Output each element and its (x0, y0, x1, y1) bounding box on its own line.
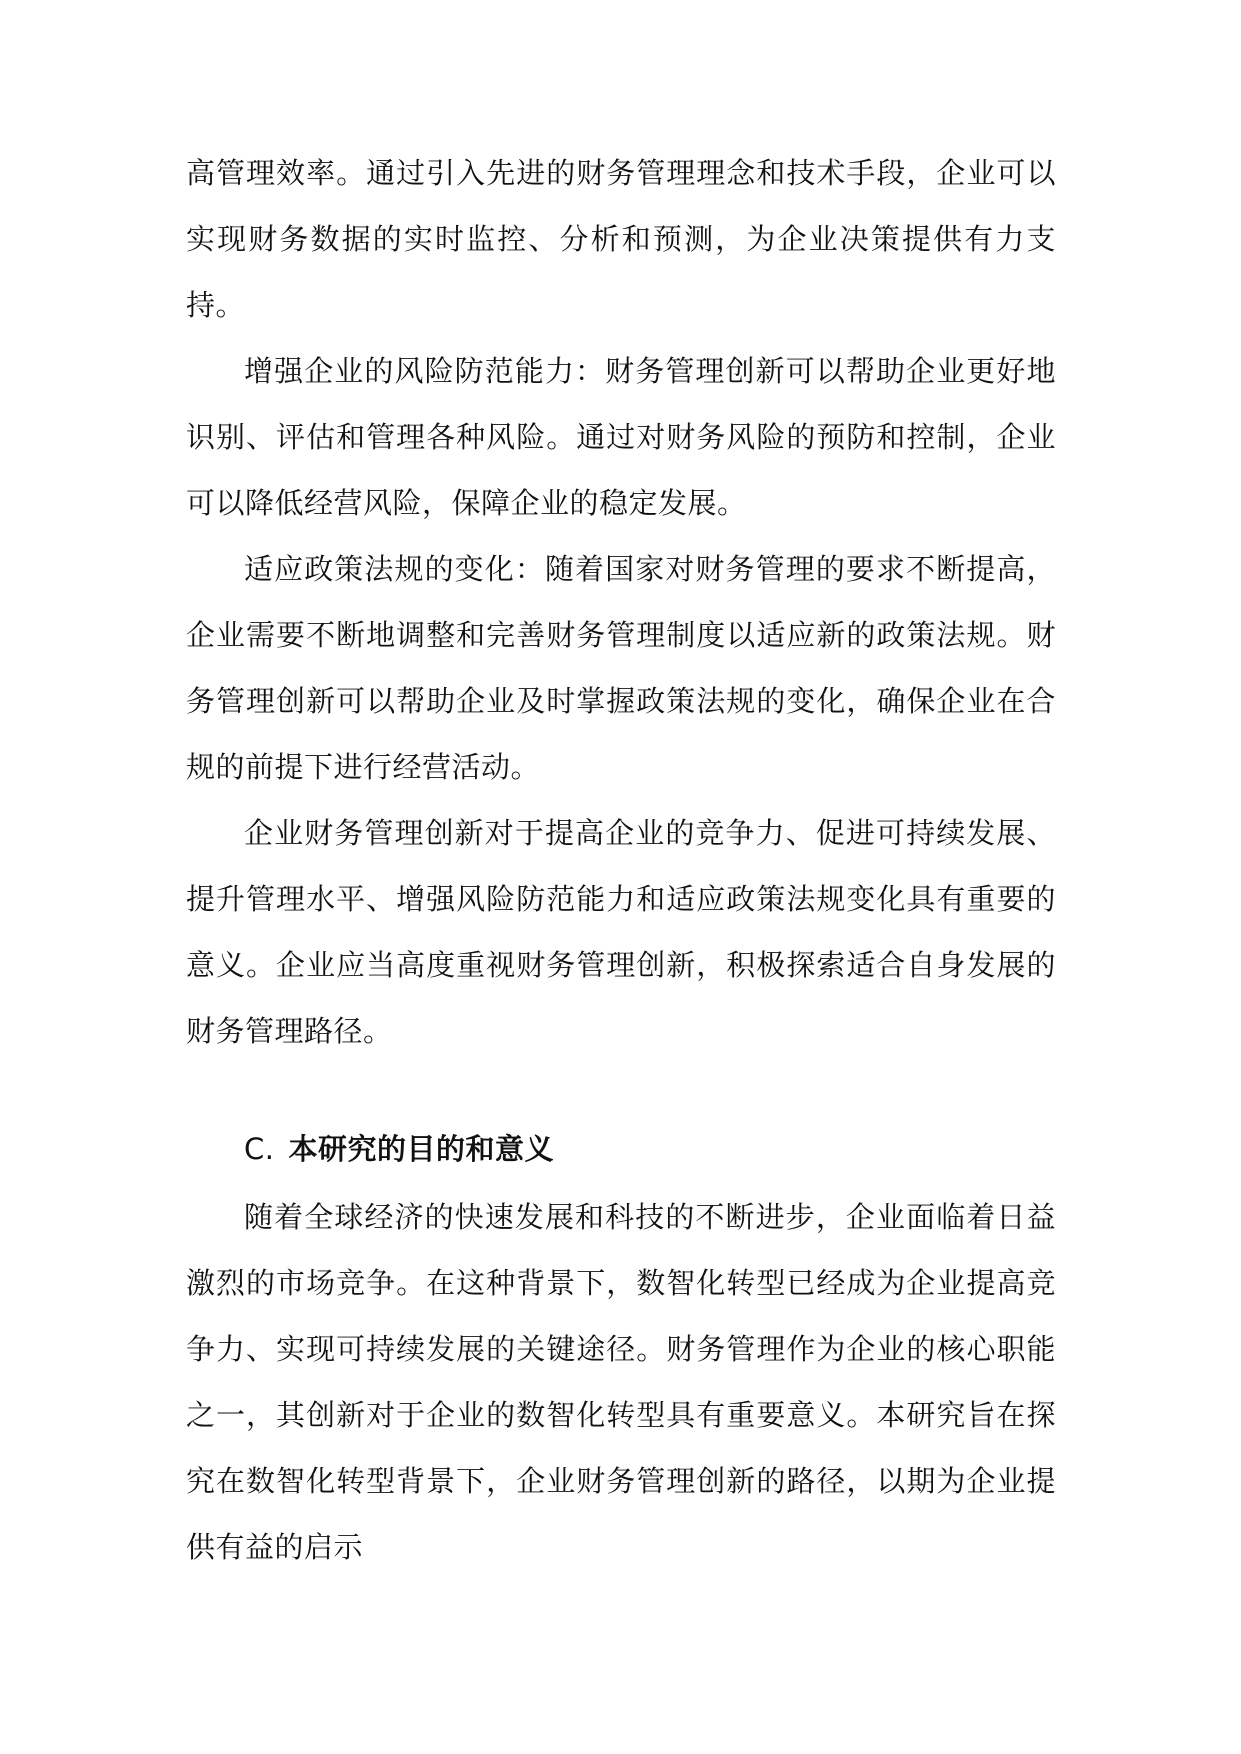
section-heading (186, 1116, 1056, 1182)
paragraph-research-purpose: 随着全球经济的快速发展和科技的不断进步，企业面临着日益激烈的市场竞争。在这种背景下，数智化转型已经成为企业提高竞争力、实现可持续发展的关键途径。财务管理作为企业的核心职能之一，其创新对于企业的数智化转型具有重要意义。本研究旨在探究在数智化转型背景下，企业财务管理创新的路径，以期为企业提供有益的启示 (186, 1200, 1056, 1564)
section-title: 本研究的目的和意义 (288, 1132, 554, 1166)
paragraph-management-efficiency: 高管理效率。通过引入先进的财务管理理念和技术手段，企业可以实现财务数据的实时监控、分析和预测，为企业决策提供有力支持。 (186, 156, 1056, 322)
paragraph-risk-prevention: 增强企业的风险防范能力：财务管理创新可以帮助企业更好地识别、评估和管理各种风险。通过对财务风险的预防和控制，企业可以降低经营风险，保障企业的稳定发展。 (186, 354, 1056, 520)
section-number: C. (244, 1132, 275, 1166)
paragraph-policy-adaptation: 适应政策法规的变化：随着国家对财务管理的要求不断提高，企业需要不断地调整和完善财务管理制度以适应新的政策法规。财务管理创新可以帮助企业及时掌握政策法规的变化，确保企业在合规的前提下进行经营活动。 (186, 552, 1056, 784)
document-body (186, 140, 1056, 1580)
paragraph-summary: 企业财务管理创新对于提高企业的竞争力、促进可持续发展、提升管理水平、增强风险防范能力和适应政策法规变化具有重要的意义。企业应当高度重视财务管理创新，积极探索适合自身发展的财务管理路径。 (186, 816, 1056, 1048)
